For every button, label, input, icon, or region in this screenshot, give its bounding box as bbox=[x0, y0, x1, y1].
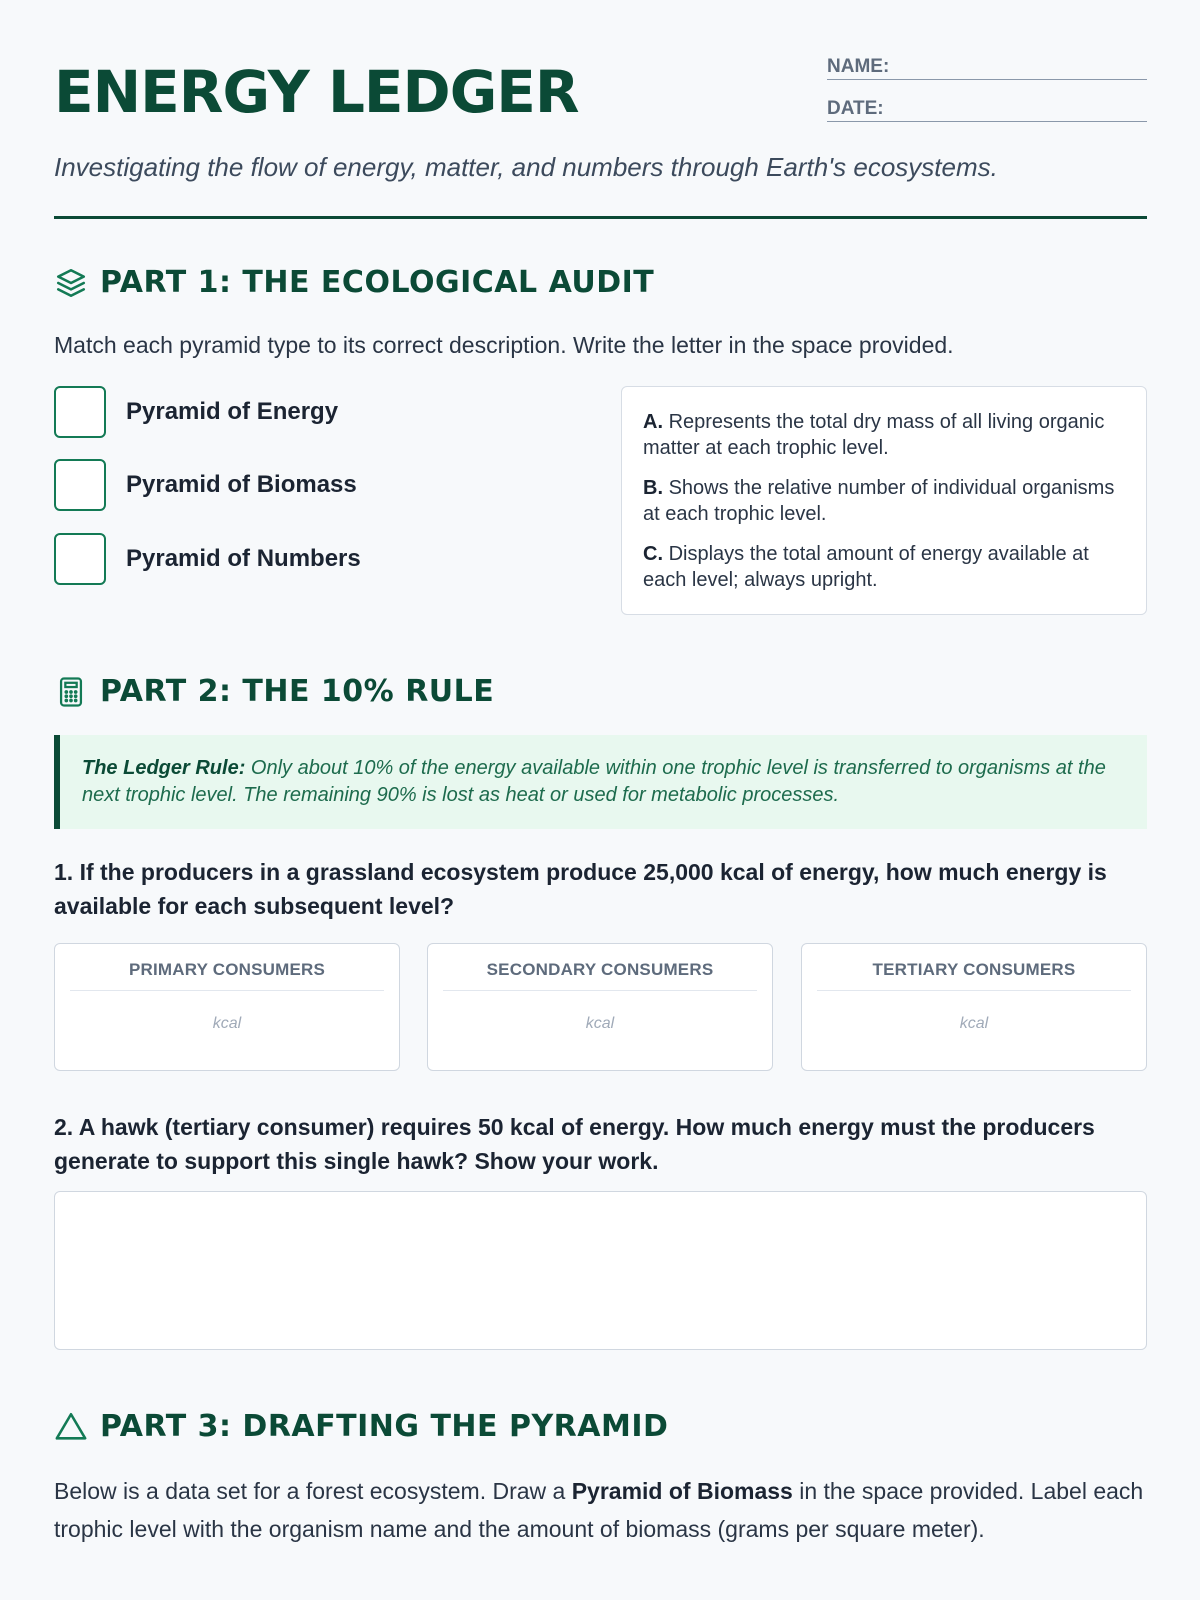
page-title: ENERGY LEDGER bbox=[54, 58, 579, 126]
part2-title: PART 2: THE 10% RULE bbox=[100, 674, 495, 709]
level-unit: kcal bbox=[212, 1015, 242, 1032]
part1-title: PART 1: THE ECOLOGICAL AUDIT bbox=[100, 265, 655, 300]
definitions-card bbox=[621, 386, 1147, 615]
question-1: 1. If the producers in a grassland ecosystem produce 25,000 kcal of energy, how much energy is available for each subsequent level? bbox=[54, 859, 1107, 919]
part2-heading bbox=[54, 674, 494, 709]
definition-c bbox=[643, 541, 1126, 593]
answer-box[interactable] bbox=[54, 533, 106, 585]
name-field[interactable] bbox=[827, 52, 1147, 80]
primary-consumers-box[interactable] bbox=[54, 943, 400, 1071]
part3-title: PART 3: DRAFTING THE PYRAMID bbox=[100, 1409, 669, 1444]
answer-box[interactable] bbox=[54, 386, 106, 438]
header-divider bbox=[54, 216, 1147, 219]
question-2: 2. A hawk (tertiary consumer) requires 50 kcal of energy. How much energy must the producers generate to support this single hawk? Show your work. bbox=[54, 1114, 1095, 1174]
definition-b bbox=[643, 475, 1126, 527]
level-unit: kcal bbox=[585, 1015, 615, 1032]
definition-text: Shows the relative number of individual organisms at each trophic level. bbox=[643, 477, 1115, 525]
match-item-biomass bbox=[54, 459, 357, 511]
match-label: Pyramid of Numbers bbox=[126, 545, 361, 572]
level-label: PRIMARY CONSUMERS bbox=[70, 944, 384, 991]
definition-letter: B. bbox=[643, 477, 663, 499]
instr-text: in the space provided. Label each trophic level with the organism name and the amount of biomass (grams per square meter). bbox=[54, 1478, 1144, 1542]
match-label: Pyramid of Energy bbox=[126, 398, 339, 425]
show-work-box[interactable] bbox=[54, 1191, 1147, 1350]
definition-text: Represents the total dry mass of all living organic matter at each trophic level. bbox=[643, 411, 1105, 459]
rule-text: Only about 10% of the energy available within one trophic level is transferred to organisms at the next trophic level. The remaining 90% is lost as heat or used for metabolic processes. bbox=[82, 757, 1106, 806]
part3-heading bbox=[54, 1409, 668, 1444]
date-field[interactable] bbox=[827, 94, 1147, 122]
instr-text: Below is a data set for a forest ecosystem. Draw a bbox=[54, 1478, 572, 1504]
level-label: SECONDARY CONSUMERS bbox=[443, 944, 757, 991]
definition-text: Displays the total amount of energy available at each level; always upright. bbox=[643, 543, 1089, 591]
definition-letter: C. bbox=[643, 543, 663, 565]
layers-icon bbox=[54, 266, 88, 300]
part1-heading bbox=[54, 265, 654, 300]
instr-emphasis: Pyramid of Biomass bbox=[571, 1478, 793, 1504]
part1-instructions: Match each pyramid type to its correct description. Write the letter in the space provided. bbox=[54, 332, 954, 358]
definition-letter: A. bbox=[643, 411, 663, 433]
page-subtitle: Investigating the flow of energy, matter, and numbers through Earth's ecosystems. bbox=[54, 152, 998, 182]
rule-label: The Ledger Rule: bbox=[82, 757, 246, 779]
answer-box[interactable] bbox=[54, 459, 106, 511]
level-unit: kcal bbox=[959, 1015, 989, 1032]
name-label: NAME: bbox=[827, 56, 890, 77]
match-label: Pyramid of Biomass bbox=[126, 471, 357, 498]
match-item-numbers bbox=[54, 533, 361, 585]
ledger-rule-callout bbox=[54, 735, 1147, 829]
level-label: TERTIARY CONSUMERS bbox=[817, 944, 1131, 991]
tertiary-consumers-box[interactable] bbox=[801, 943, 1147, 1071]
definition-a bbox=[643, 409, 1126, 461]
match-item-energy bbox=[54, 386, 338, 438]
secondary-consumers-box[interactable] bbox=[427, 943, 773, 1071]
triangle-icon bbox=[54, 1410, 88, 1444]
date-label: DATE: bbox=[827, 98, 884, 119]
part3-instructions bbox=[54, 1472, 1147, 1548]
calculator-icon bbox=[54, 675, 88, 709]
